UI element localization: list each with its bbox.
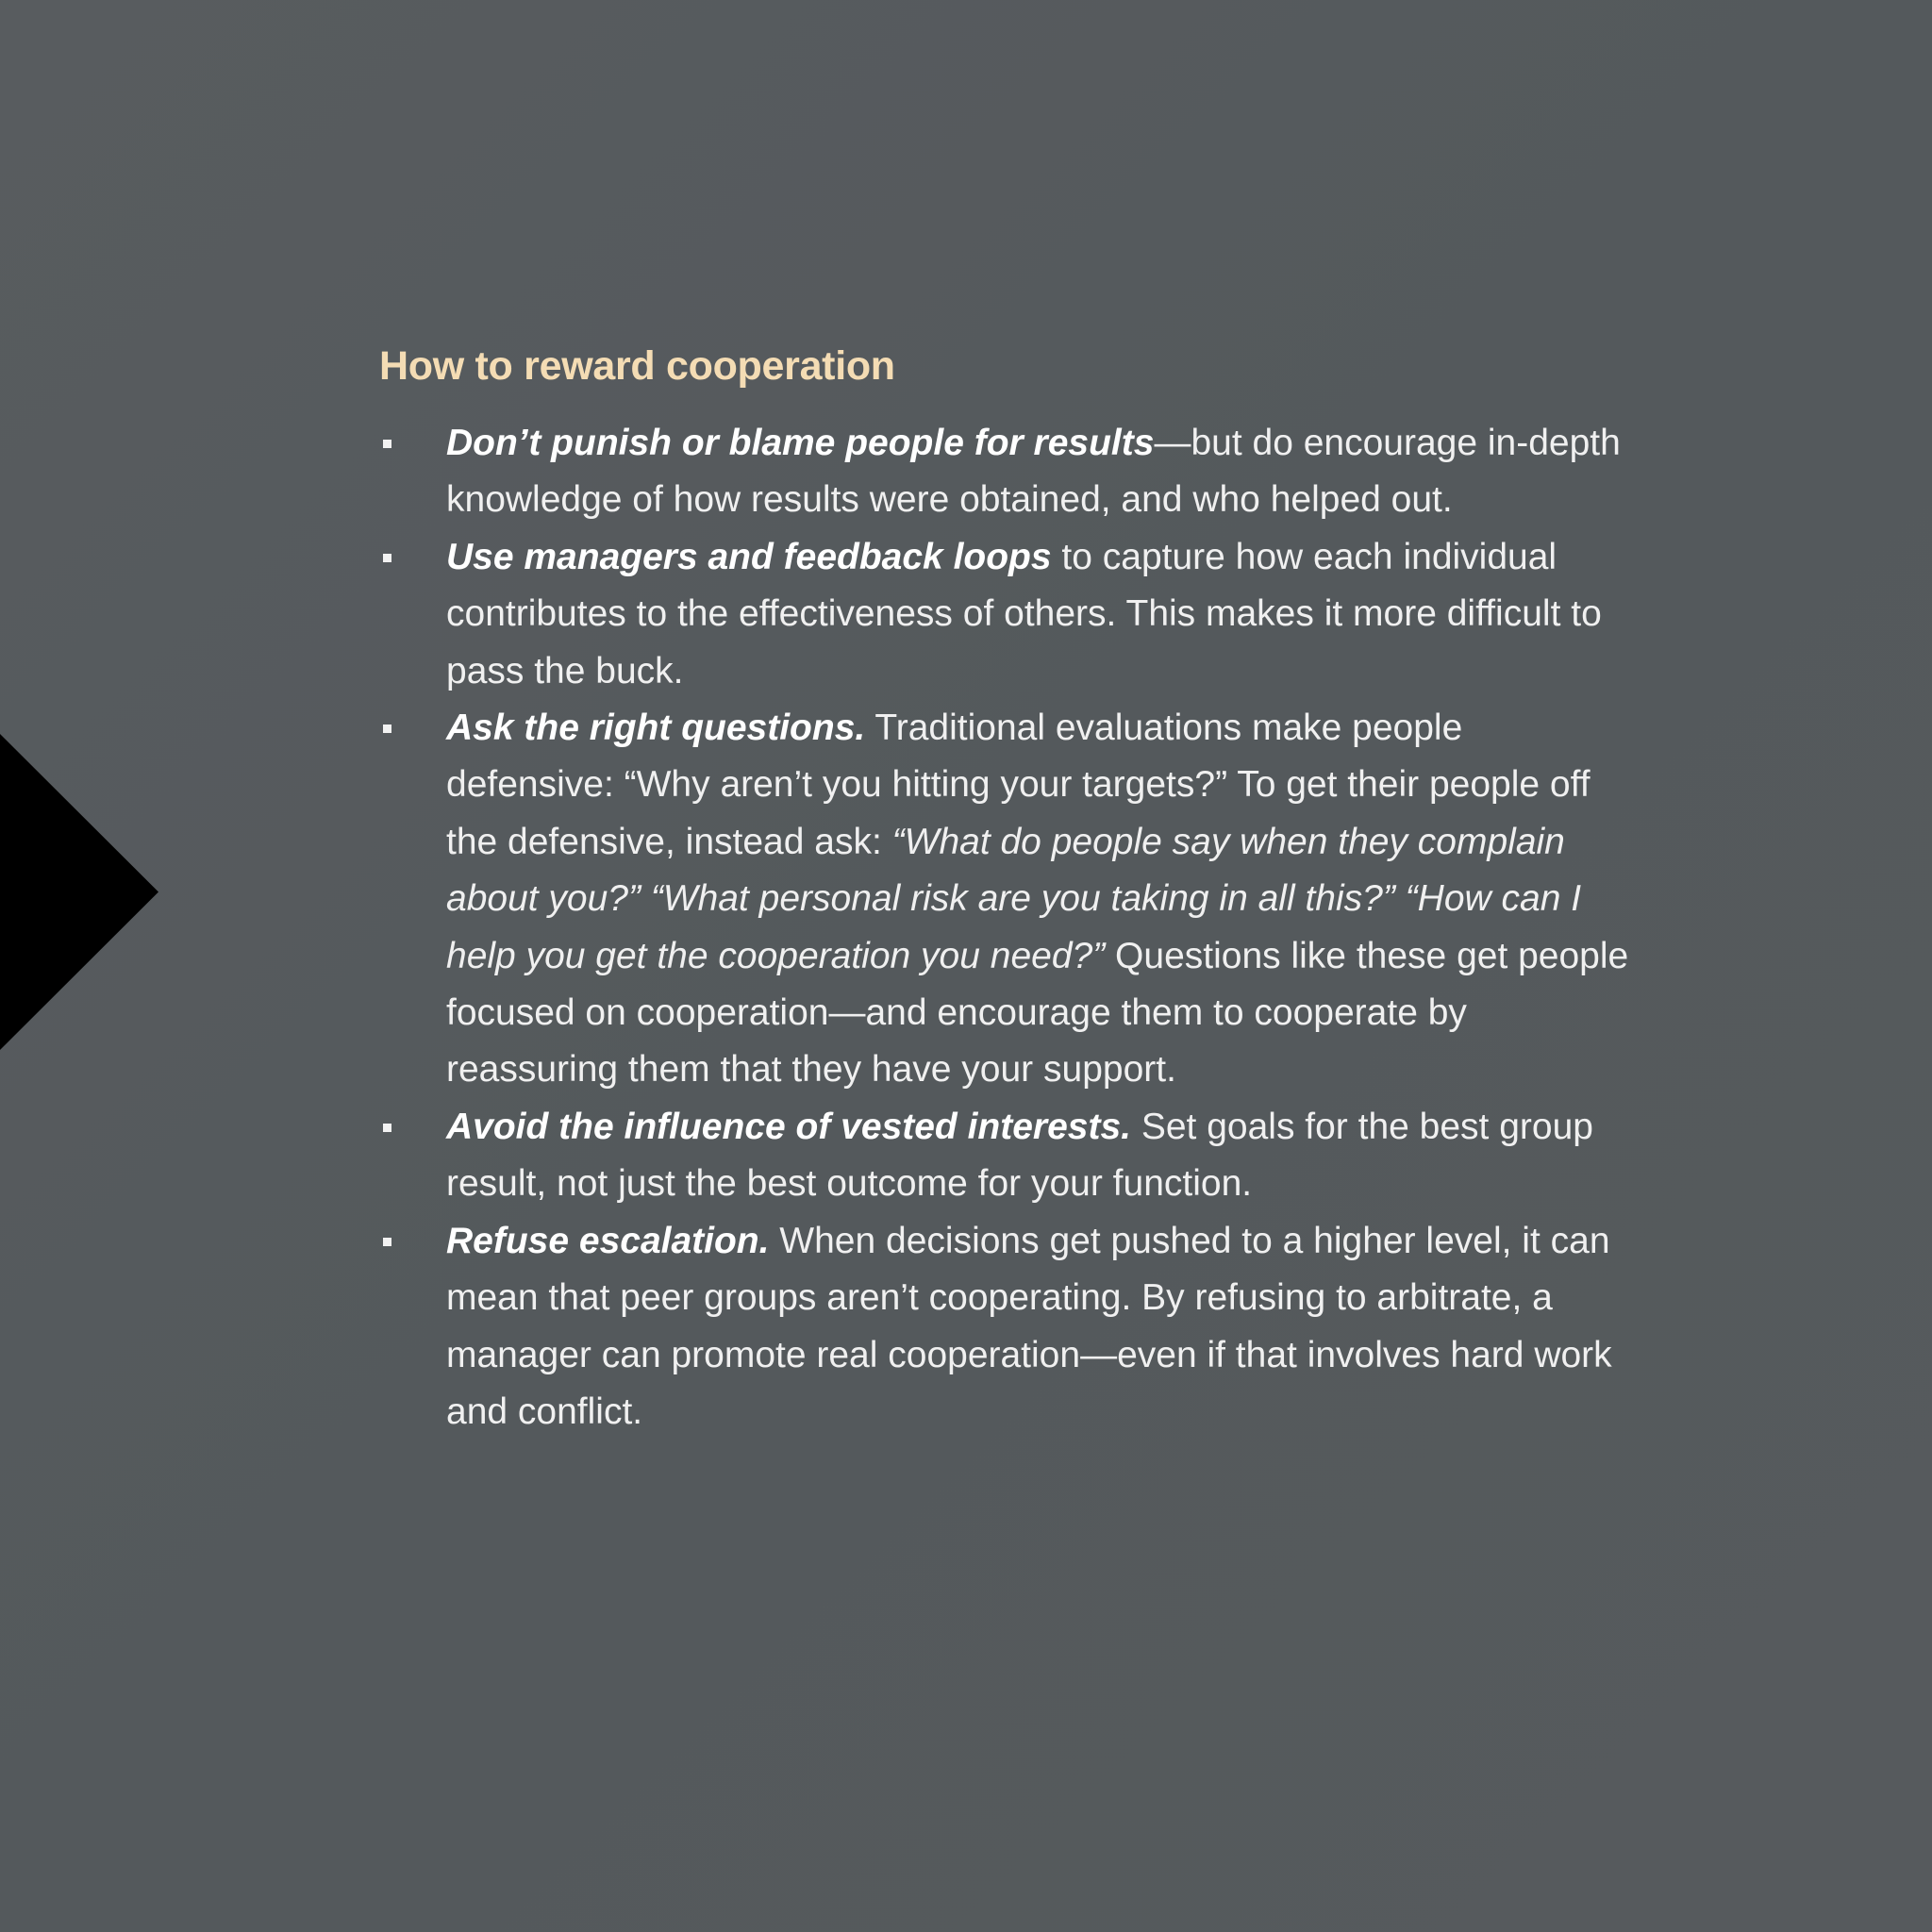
bullet-text: Set goals for the best group result, not just the best outcome for your function. (446, 1106, 1593, 1205)
triangle-right-icon (0, 734, 158, 1050)
bullet-lead: Avoid the influence of vested interests. (446, 1106, 1131, 1147)
bullet-text: Traditional evaluations make people defensive: “Why aren’t you hitting your targets?” To get their people off the defensive, instead ask: (446, 708, 1591, 862)
list-item (379, 1099, 1634, 1213)
bullet-icon (383, 1124, 391, 1132)
bullet-text: to capture how each individual contributes to the effectiveness of others. This makes it more difficult to pass the buck. (446, 536, 1602, 691)
bullet-list (379, 415, 1634, 1441)
bullet-text: When decisions get pushed to a higher level, it can mean that peer groups aren’t cooperating. By refusing to arbitrate, a manager can promote real cooperation—even if that involves hard work and conflict. (446, 1220, 1612, 1432)
list-item (379, 1213, 1634, 1441)
page-title: How to reward cooperation (379, 343, 895, 389)
bullet-lead: Ask the right questions. (446, 708, 866, 749)
bullet-italic-questions: “What do people say when they complain about you?” “What personal risk are you taking in all this?” “How can I help you get the cooperation you need?” (446, 821, 1582, 976)
bullet-lead: Refuse escalation. (446, 1220, 770, 1261)
list-item (379, 700, 1634, 1099)
bullet-lead: Don’t punish or blame people for results (446, 423, 1155, 463)
bullet-lead: Use managers and feedback loops (446, 536, 1052, 577)
list-item (379, 415, 1634, 529)
bullet-icon (383, 554, 391, 562)
bullet-icon (383, 1238, 391, 1246)
content-block (379, 332, 1634, 1441)
list-item (379, 529, 1634, 700)
bullet-icon (383, 724, 391, 733)
bullet-text-after: Questions like these get people focused on cooperation—and encourage them to cooperate by reassuring them that they have your support. (446, 935, 1629, 1091)
bullet-icon (383, 440, 391, 448)
bullet-text: —but do encourage in-depth knowledge of how results were obtained, and who helped out. (446, 423, 1621, 521)
